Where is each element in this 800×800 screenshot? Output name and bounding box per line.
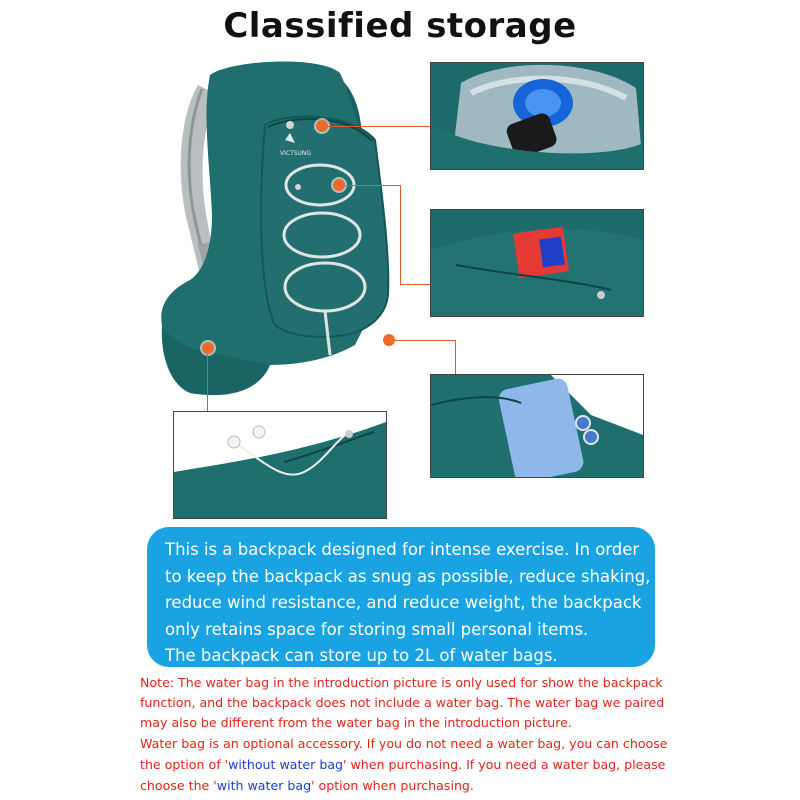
note-text: ' option when purchasing. [311, 778, 474, 793]
callout-line-3a [395, 340, 455, 341]
brand-logo: VICTSUNG [280, 150, 312, 157]
callout-line-2c [400, 284, 430, 285]
note-line-4: Water bag is an optional accessory. If you do not need a water bag, you can choose [140, 736, 668, 751]
inset-hip-pocket-earphones [173, 411, 387, 519]
inset-water-bladder [430, 62, 644, 170]
info-line: only retains space for storing small personal items. [165, 619, 589, 639]
note-text: ' when purchasing. If you need a water bag, please [343, 757, 666, 772]
option-without-water-bag: without water bag [228, 757, 344, 772]
callout-dot-front [333, 179, 345, 191]
callout-dot-hip-right [383, 334, 395, 346]
info-line: reduce wind resistance, and reduce weight, the backpack [165, 593, 642, 612]
callout-line-2a [345, 185, 400, 186]
callout-line-4 [207, 354, 208, 412]
inset-front-pocket [430, 209, 644, 317]
inset-hip-pocket-phone [430, 374, 644, 478]
option-with-water-bag: with water bag [216, 778, 312, 793]
note-line-1: Note: The water bag in the introduction picture is only used for show the backpack [140, 675, 663, 690]
backpack-illustration [150, 55, 420, 405]
info-box [147, 527, 655, 667]
info-line: The backpack can store up to 2L of water bags. [165, 646, 558, 665]
callout-dot-hip-left [202, 342, 214, 354]
info-line: This is a backpack designed for intense exercise. In order [165, 540, 640, 559]
note-line-2: function, and the backpack does not include a water bag. The water bag we paired [140, 695, 665, 710]
callout-dot-top [316, 120, 328, 132]
note-text: the option of ' [140, 757, 229, 772]
info-line: to keep the backpack as snug as possible, reduce shaking, [165, 566, 651, 586]
callout-line-3b [455, 340, 456, 374]
page-title: Classified storage [223, 6, 577, 46]
note-line-3: may also be different from the water bag in the introduction picture. [140, 715, 572, 730]
callout-line-2b [400, 185, 401, 285]
note-line-5 [140, 755, 700, 775]
note-text: choose the ' [140, 778, 217, 793]
note-line-6 [140, 776, 700, 796]
callout-line-1 [328, 126, 430, 127]
